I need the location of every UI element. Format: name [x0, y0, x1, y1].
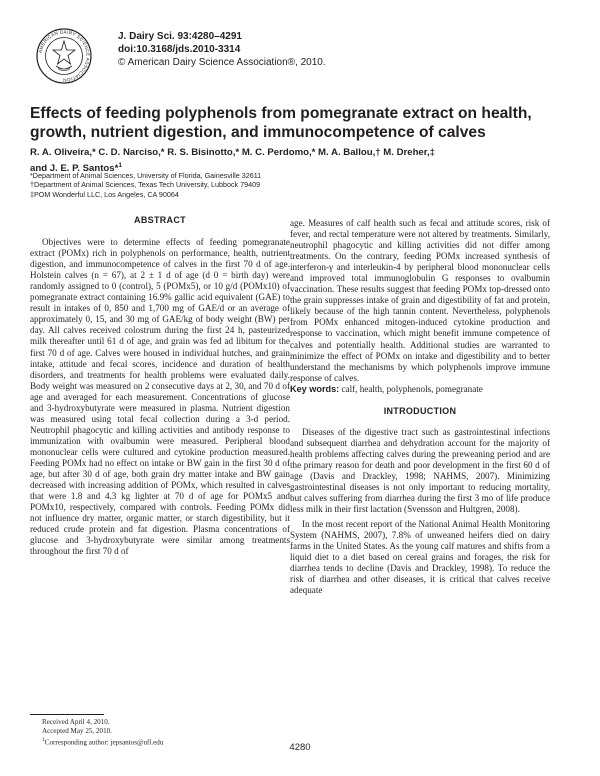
- abstract-heading: ABSTRACT: [134, 215, 186, 225]
- intro-paragraph: In the most recent report of the National Animal Health Monitoring System (NAHMS, 2007), 7.8% of unweaned heifers died on dairy farms in the United States. As the young calf matures and shifts from a liquid diet to a diet based on cereal grains and forages, the risk for diarrhea tends to decline (Davis and Drackley, 1998). To reduce the risk of diarrhea and other diseases, it is critical that calves receive adequate: [290, 519, 550, 596]
- footnote-mark: 1: [42, 737, 45, 744]
- intro-paragraph: Diseases of the digestive tract such as gastrointestinal infections and subsequent diarrhea and dehydration account for the majority of health problems affecting calves during the preweaning period and are the primary reason for death and poor development in the first 60 d of age (Davis and Drackley, 1998; NAHMS, 2007). Minimizing gastrointestinal diseases is not only important to reducing mortality, but calves suffering from diarrhea during the first 3 mo of life produce less milk in their first lactation (Svensson and Hultgren, 2008).: [290, 426, 550, 515]
- author-line: R. A. Oliveira,* C. D. Narciso,* R. S. Bisinotto,* M. C. Perdomo,* M. A. Ballou,† M. Dreher,‡: [30, 147, 435, 158]
- keywords-text: calf, health, polyphenols, pomegranate: [341, 383, 483, 394]
- right-column: [290, 218, 550, 597]
- journal-reference: J. Dairy Sci. 93:4280–4291: [118, 31, 242, 42]
- journal-meta: [118, 30, 326, 69]
- author-names: and J. E. P. Santos*: [30, 163, 119, 175]
- article-title: [30, 104, 575, 142]
- footnote-rule: [30, 714, 104, 715]
- affiliation-line: ‡POM Wonderful LLC, Los Angeles, CA 90064: [30, 189, 179, 199]
- introduction-heading: INTRODUCTION: [383, 405, 457, 416]
- footnote-mark: 1: [118, 162, 122, 169]
- received-date: Received April 4, 2010.: [42, 718, 110, 726]
- title-line: growth, nutrient digestion, and immunocompetence of calves: [30, 124, 486, 141]
- keywords: [290, 384, 550, 395]
- abstract-paragraph: Objectives were to determine effects of feeding pomegranate extract (POMx) rich in polyphenols on performance, health, nutrient digestion, and immunocompetence of calves in the first 70 d of age. Holstein calves (n = 67), at 2 ± 1 d of age (d 0 = birth day) were randomly assigned to 0 (control), 5 (POMx5), or 10 g/d (POMx10) of pomegranate extract containing 16.9% gallic acid equivalent (GAE) to result in intakes of 0, 850 and 1,700 mg of GAE/d or an average of approximately 0, 15, and 30 mg of GAE/kg of body weight (BW) per day. All calves received colostrum during the first 24 h, pasteurized milk thereafter until 61 d of age, and grain was fed ad libitum for the first 70 d of age. Calves were housed in individual hutches, and grain intake, attitude and fecal scores, incidence and duration of health disorders, and treatments for health problems were evaluated daily. Body weight was measured on 2 consecutive days at 2, 30, and 70 d of age and averaged for each measurement. Concentrations of glucose and 3-hydroxybutyrate were measured in plasma. Nutrient digestion was measured using total fecal collection during a 3-d period. Neutrophil phagocytic and killing activities and antibody response to immunization with ovalbumin were measured. Peripheral blood mononuclear cells were cultured and cytokine production measured. Feeding POMx had no effect on intake or BW gain in the first 30 d of age, but after 30 d of age, both grain dry matter intake and BW gain decreased with increasing addition of POMx, which resulted in calves that were 1.8 and 4.3 kg lighter at 70 d of age for POMx5 and POMx10, respectively, compared with controls. Feeding POMx did not influence dry matter, organic matter, or starch digestibility, but it reduced crude protein and fat digestion. Plasma concentrations of glucose and 3-hydroxybutyrate were similar among treatments throughout the first 70 d of: [30, 237, 290, 557]
- affiliation-line: *Department of Animal Sciences, University of Florida, Gainesville 32611: [30, 171, 262, 180]
- keywords-label: Key words:: [290, 383, 340, 394]
- corresponding-text: Corresponding author: jepsantos@ufl.edu: [44, 738, 164, 747]
- accepted-date: Accepted May 25, 2010.: [42, 727, 112, 736]
- abstract-continued: age. Measures of calf health such as fecal and attitude scores, risk of fever, and rectal temperature were not altered by treatments. Similarly, neutrophil phagocytic and killing activities did not differ among treatments. On the contrary, feeding POMx increased synthesis of interferon-γ and interleukin-4 by peripheral blood mononuclear cells and improved total immunoglobulin G responses to ovalbumin vaccination. These results suggest that feeding POMx top-dressed onto the grain suppresses intake of grain and digestibility of fat and protein, likely because of the high tannin content. Nevertheless, polyphenols from POMx enhanced mitogen-induced cytokine production and response to vaccination, which might benefit immune competence of calves and potentially health. Additional studies are warranted to minimize the effect of POMx on intake and digestibility and to better understand the mechanisms by which polyphenols improve immune response of calves.: [290, 218, 550, 383]
- title-line: Effects of feeding polyphenols from pomegranate extract on health,: [30, 105, 532, 122]
- affiliations: [30, 171, 261, 199]
- affiliation-line: †Department of Animal Sciences, Texas Tech University, Lubbock 79409: [30, 180, 261, 190]
- copyright: © American Dairy Science Association®, 2010.: [118, 57, 326, 68]
- seal-ring-text: AMERICAN DAIRY SCIENCE ASSOCIATION: [37, 29, 91, 83]
- ads-association-seal: [36, 28, 92, 84]
- page-number: 4280: [289, 742, 311, 753]
- doi: doi:10.3168/jds.2010-3314: [118, 44, 241, 55]
- left-column: [30, 210, 290, 557]
